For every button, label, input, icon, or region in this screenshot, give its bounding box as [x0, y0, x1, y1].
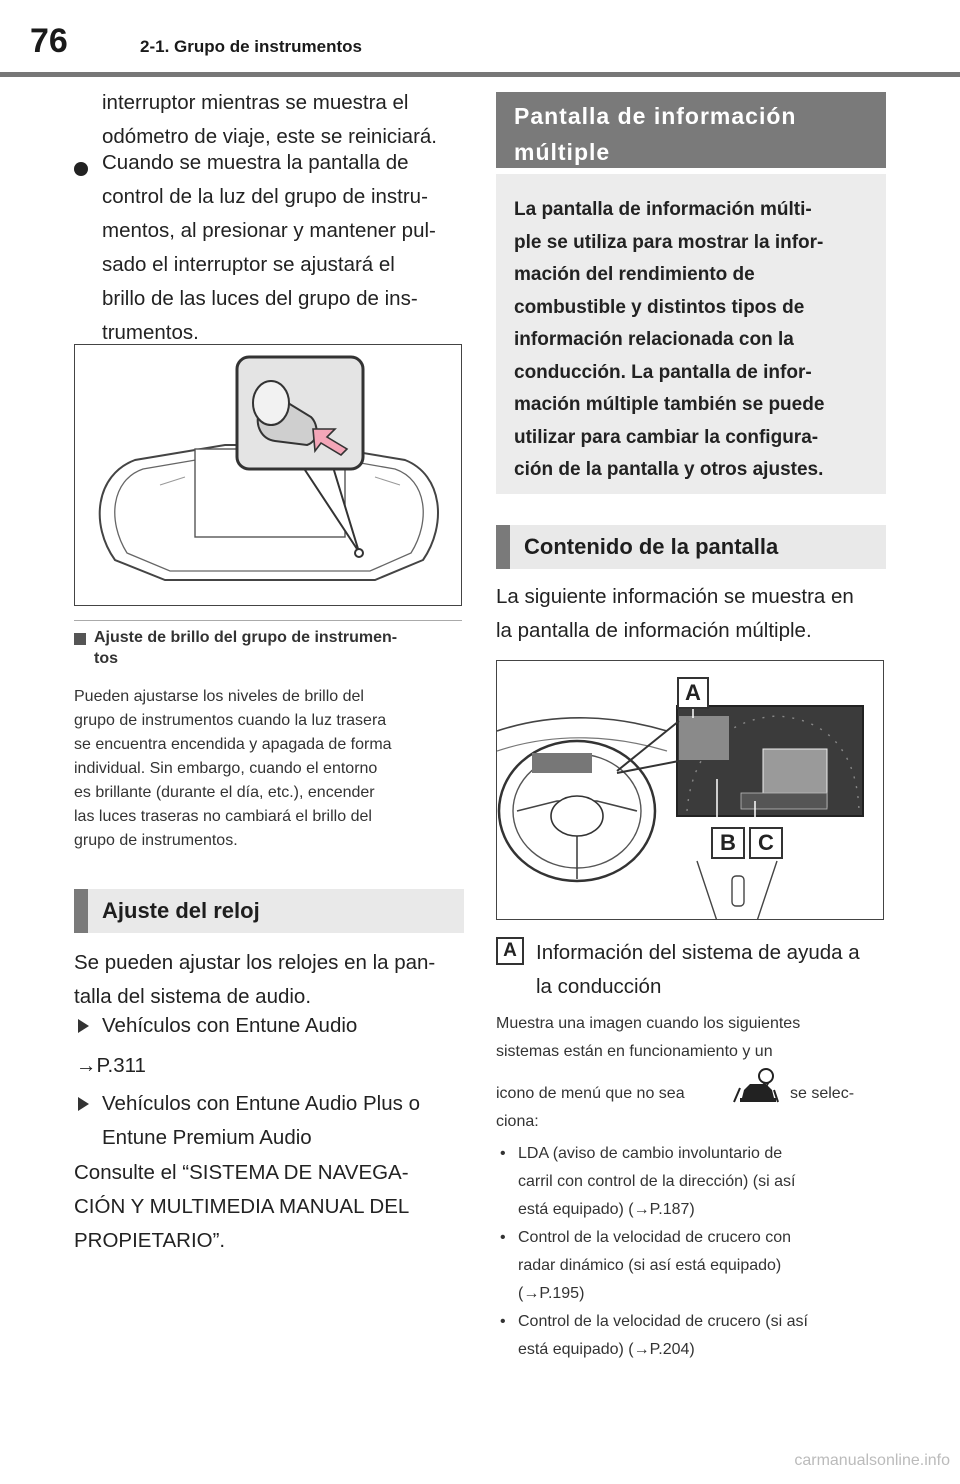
- text-line: ción de la pantalla y otros ajustes.: [514, 459, 824, 480]
- text-line: control de la luz del grupo de instru-: [102, 185, 428, 208]
- list-item: [496, 1140, 886, 1224]
- list-bullet: •: [500, 1145, 506, 1162]
- list-bullet: •: [500, 1229, 506, 1246]
- list-item: [496, 1224, 886, 1308]
- text-line: La pantalla de información múlti-: [514, 199, 812, 220]
- instrument-cluster-figure: [74, 344, 462, 606]
- text-line: grupo de instrumentos.: [74, 832, 238, 849]
- list-bullet: •: [500, 1313, 506, 1330]
- text-line: Información del sistema de ayuda a: [536, 941, 860, 964]
- clock-intro: [74, 946, 435, 1014]
- info-summary-box: [496, 174, 886, 494]
- filled-circle-bullet-icon: [74, 162, 88, 176]
- bullet-paragraph: [102, 146, 436, 350]
- text-line: LDA (aviso de cambio involuntario de: [518, 1145, 783, 1162]
- dashboard-figure: [496, 660, 884, 920]
- note-body: [74, 685, 392, 853]
- text-line: mentos, al presionar y mantener pul-: [102, 219, 436, 242]
- text-line: se selec-: [790, 1085, 855, 1102]
- text-line: CIÓN Y MULTIMEDIA MANUAL DEL: [74, 1195, 410, 1218]
- text-line: es brillante (durante el día, etc.), encender: [74, 784, 375, 801]
- watermark: carmanualsonline.info: [794, 1452, 950, 1469]
- square-note-icon: [74, 633, 86, 645]
- text-line: ple se utiliza para mostrar la infor-: [514, 231, 824, 253]
- item-label-a: A: [496, 937, 524, 965]
- intro-paragraph: [102, 86, 437, 154]
- text-line: mación del rendimiento de: [514, 264, 755, 285]
- text-line: la conducción: [536, 975, 662, 998]
- text-line: PROPIETARIO”.: [74, 1229, 226, 1252]
- content-intro: [496, 580, 854, 648]
- text-line: Control de la velocidad de crucero (si así: [518, 1313, 808, 1330]
- text-line: La siguiente información se muestra en: [496, 585, 854, 608]
- clock-section-title: Ajuste del reloj: [74, 889, 464, 933]
- text-line: individual. Sin embargo, cuando el entorno: [74, 760, 378, 777]
- text-line: Entune Premium Audio: [102, 1126, 312, 1149]
- triangle-arrow-icon: [78, 1019, 89, 1033]
- consult-paragraph: [74, 1156, 409, 1258]
- text-line: tos: [94, 650, 118, 667]
- text-line: información relacionada con la: [514, 329, 794, 350]
- text-line: carril con control de la dirección) (si así: [518, 1173, 796, 1190]
- note-divider: [74, 620, 462, 621]
- multi-info-display-title: [496, 92, 886, 168]
- triangle-arrow-icon: [78, 1097, 89, 1111]
- instrument-cluster-illustration: [75, 345, 462, 606]
- text-line: Ajuste de brillo del grupo de instrumen-: [94, 629, 398, 646]
- text-line: sistemas están en funcionamiento y un: [496, 1043, 773, 1060]
- text-line: Cuando se muestra la pantalla de: [102, 151, 409, 174]
- text-line: Pantalla de información: [514, 103, 797, 129]
- text-line: icono de menú que no sea: [496, 1085, 685, 1102]
- text-line: las luces traseras no cambiará el brillo del: [74, 808, 372, 825]
- text-line: la pantalla de información múltiple.: [496, 619, 812, 642]
- option-entune-audio: Vehículos con Entune Audio: [102, 1014, 358, 1037]
- text-line: grupo de instrumentos cuando la luz trasera: [74, 712, 387, 729]
- vehicle-settings-icon: [730, 1066, 782, 1111]
- text-line: Se pueden ajustar los relojes en la pan-: [74, 951, 436, 974]
- text-line: Consulte el “SISTEMA DE NAVEGA-: [74, 1161, 409, 1184]
- text-line: talla del sistema de audio.: [74, 985, 312, 1008]
- header-rule: [0, 72, 960, 77]
- option-entune-plus: [102, 1087, 420, 1155]
- text-line: trumentos.: [102, 321, 199, 344]
- text-line: Muestra una imagen cuando los siguientes: [496, 1015, 801, 1032]
- text-line: Control de la velocidad de crucero con: [518, 1229, 792, 1246]
- figure-label-a: A: [677, 677, 709, 709]
- chapter-title: 2-1. Grupo de instrumentos: [140, 37, 362, 56]
- text-line: radar dinámico (si así está equipado): [518, 1257, 782, 1274]
- text-line: conducción. La pantalla de infor-: [514, 361, 812, 383]
- text-line: Vehículos con Entune Audio Plus o: [102, 1092, 420, 1115]
- page-reference: →P.311: [76, 1054, 146, 1077]
- text-line: sado el interruptor se ajustará el: [102, 253, 395, 276]
- list-item: [496, 1308, 886, 1364]
- item-a-title: [536, 936, 860, 1004]
- text-line: se encuentra encendida y apagada de forma: [74, 736, 392, 753]
- text-line: múltiple: [514, 139, 611, 165]
- system-list: [496, 1140, 886, 1364]
- text-line: ciona:: [496, 1113, 539, 1130]
- text-line: utilizar para cambiar la configura-: [514, 426, 819, 448]
- item-a-description: [496, 1010, 800, 1066]
- figure-label-b: B: [711, 827, 745, 859]
- text-line: mación múltiple también se puede: [514, 394, 825, 415]
- text-line: está equipado) (→P.204): [518, 1341, 695, 1358]
- text-line: está equipado) (→P.187): [518, 1201, 695, 1218]
- figure-label-c: C: [749, 827, 783, 859]
- text-line: combustible y distintos tipos de: [514, 296, 805, 318]
- content-section-title: Contenido de la pantalla: [496, 525, 886, 569]
- text-line: Pueden ajustarse los niveles de brillo del: [74, 688, 364, 705]
- text-line: brillo de las luces del grupo de ins-: [102, 287, 418, 310]
- text-line: interruptor mientras se muestra el: [102, 91, 409, 114]
- note-title: [94, 627, 397, 669]
- text-line: odómetro de viaje, este se reiniciará.: [102, 125, 438, 148]
- page-number: 76: [30, 22, 68, 60]
- text-line: (→P.195): [518, 1285, 585, 1302]
